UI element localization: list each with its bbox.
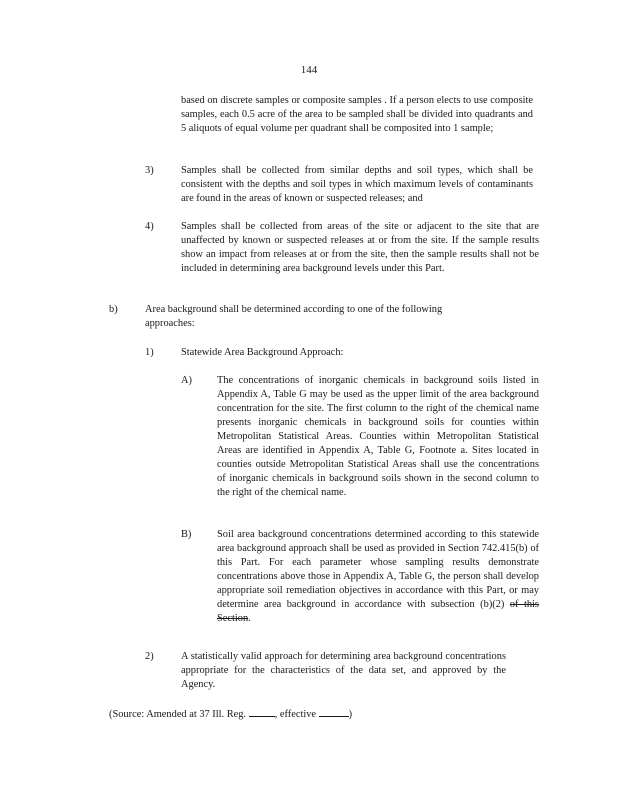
subsection-b-text: Area background shall be determined according to one of the following approaches: — [145, 304, 443, 329]
item-4-label: 4) — [145, 221, 154, 232]
b2-text: A statistically valid approach for determining area background concentrations appropriate for the characteristics of the data set, and approved by the Agency. — [181, 651, 506, 690]
page-number: 144 — [300, 64, 318, 76]
b1B-end-text: . — [248, 613, 251, 624]
source-prefix: (Source: Amended at 37 Ill. Reg. — [109, 709, 247, 720]
source-blank-1 — [249, 706, 275, 717]
source-middle: , effective — [274, 709, 317, 720]
source-note — [109, 706, 529, 722]
b1-label: 1) — [145, 347, 154, 358]
source-blank-2 — [319, 706, 349, 717]
b1A-text: The concentrations of inorganic chemicals in background soils listed in Appendix A, Table G may be used as the upper limit of the area background concentration for the site. The first column to the right of the chemical name presents inorganic chemicals in background soils for counties within Metropolitan Statistical Areas. Counties within Metropolitan Statistical Areas are identified in Appendix A, Table G, Footnote a. Sites located in counties outside Metropolitan Statistical Areas shall use the concentrations of inorganic chemicals in background soils shown in the second column to the right of the chemical name. — [217, 375, 539, 498]
source-suffix: ) — [348, 709, 353, 720]
b1B-text — [217, 528, 539, 626]
b1B-struck-text: of this Section — [217, 599, 539, 624]
item-3-label: 3) — [145, 165, 154, 176]
b1B-main-text: Soil area background concentrations determined according to this statewide area background approach shall be used as provided in Section 742.415(b) of this Part. For each parameter whose sampling results demonstrate concentrations above those in Appendix A, Table G, the person shall develop appropriate soil remediation objectives in accordance with this Part, or may determine area background in accordance with subsection (b)(2) — [217, 529, 539, 610]
item-4-text: Samples shall be collected from areas of the site or adjacent to the site that are unaffected by known or suspected releases at or from the site. If the sample results show an impact from releases at or from the site, then the sample results shall not be included in determining area background levels under this Part. — [181, 221, 539, 274]
b1-text: Statewide Area Background Approach: — [181, 347, 344, 358]
b1A-label: A) — [181, 375, 192, 386]
b2-label: 2) — [145, 651, 154, 662]
item-3-text: Samples shall be collected from similar depths and soil types, which shall be consistent with the depths and soil types in which maximum levels of contaminants are found in the areas of known or suspected releases; and — [181, 165, 533, 204]
b1B-label: B) — [181, 529, 192, 540]
intro-paragraph: based on discrete samples or composite samples . If a person elects to use composite samples, each 0.5 acre of the area to be sampled shall be divided into quadrants and 5 aliquots of equal volume per quadrant shall be composited into 1 sample; — [181, 95, 533, 134]
subsection-b-label: b) — [109, 304, 118, 315]
